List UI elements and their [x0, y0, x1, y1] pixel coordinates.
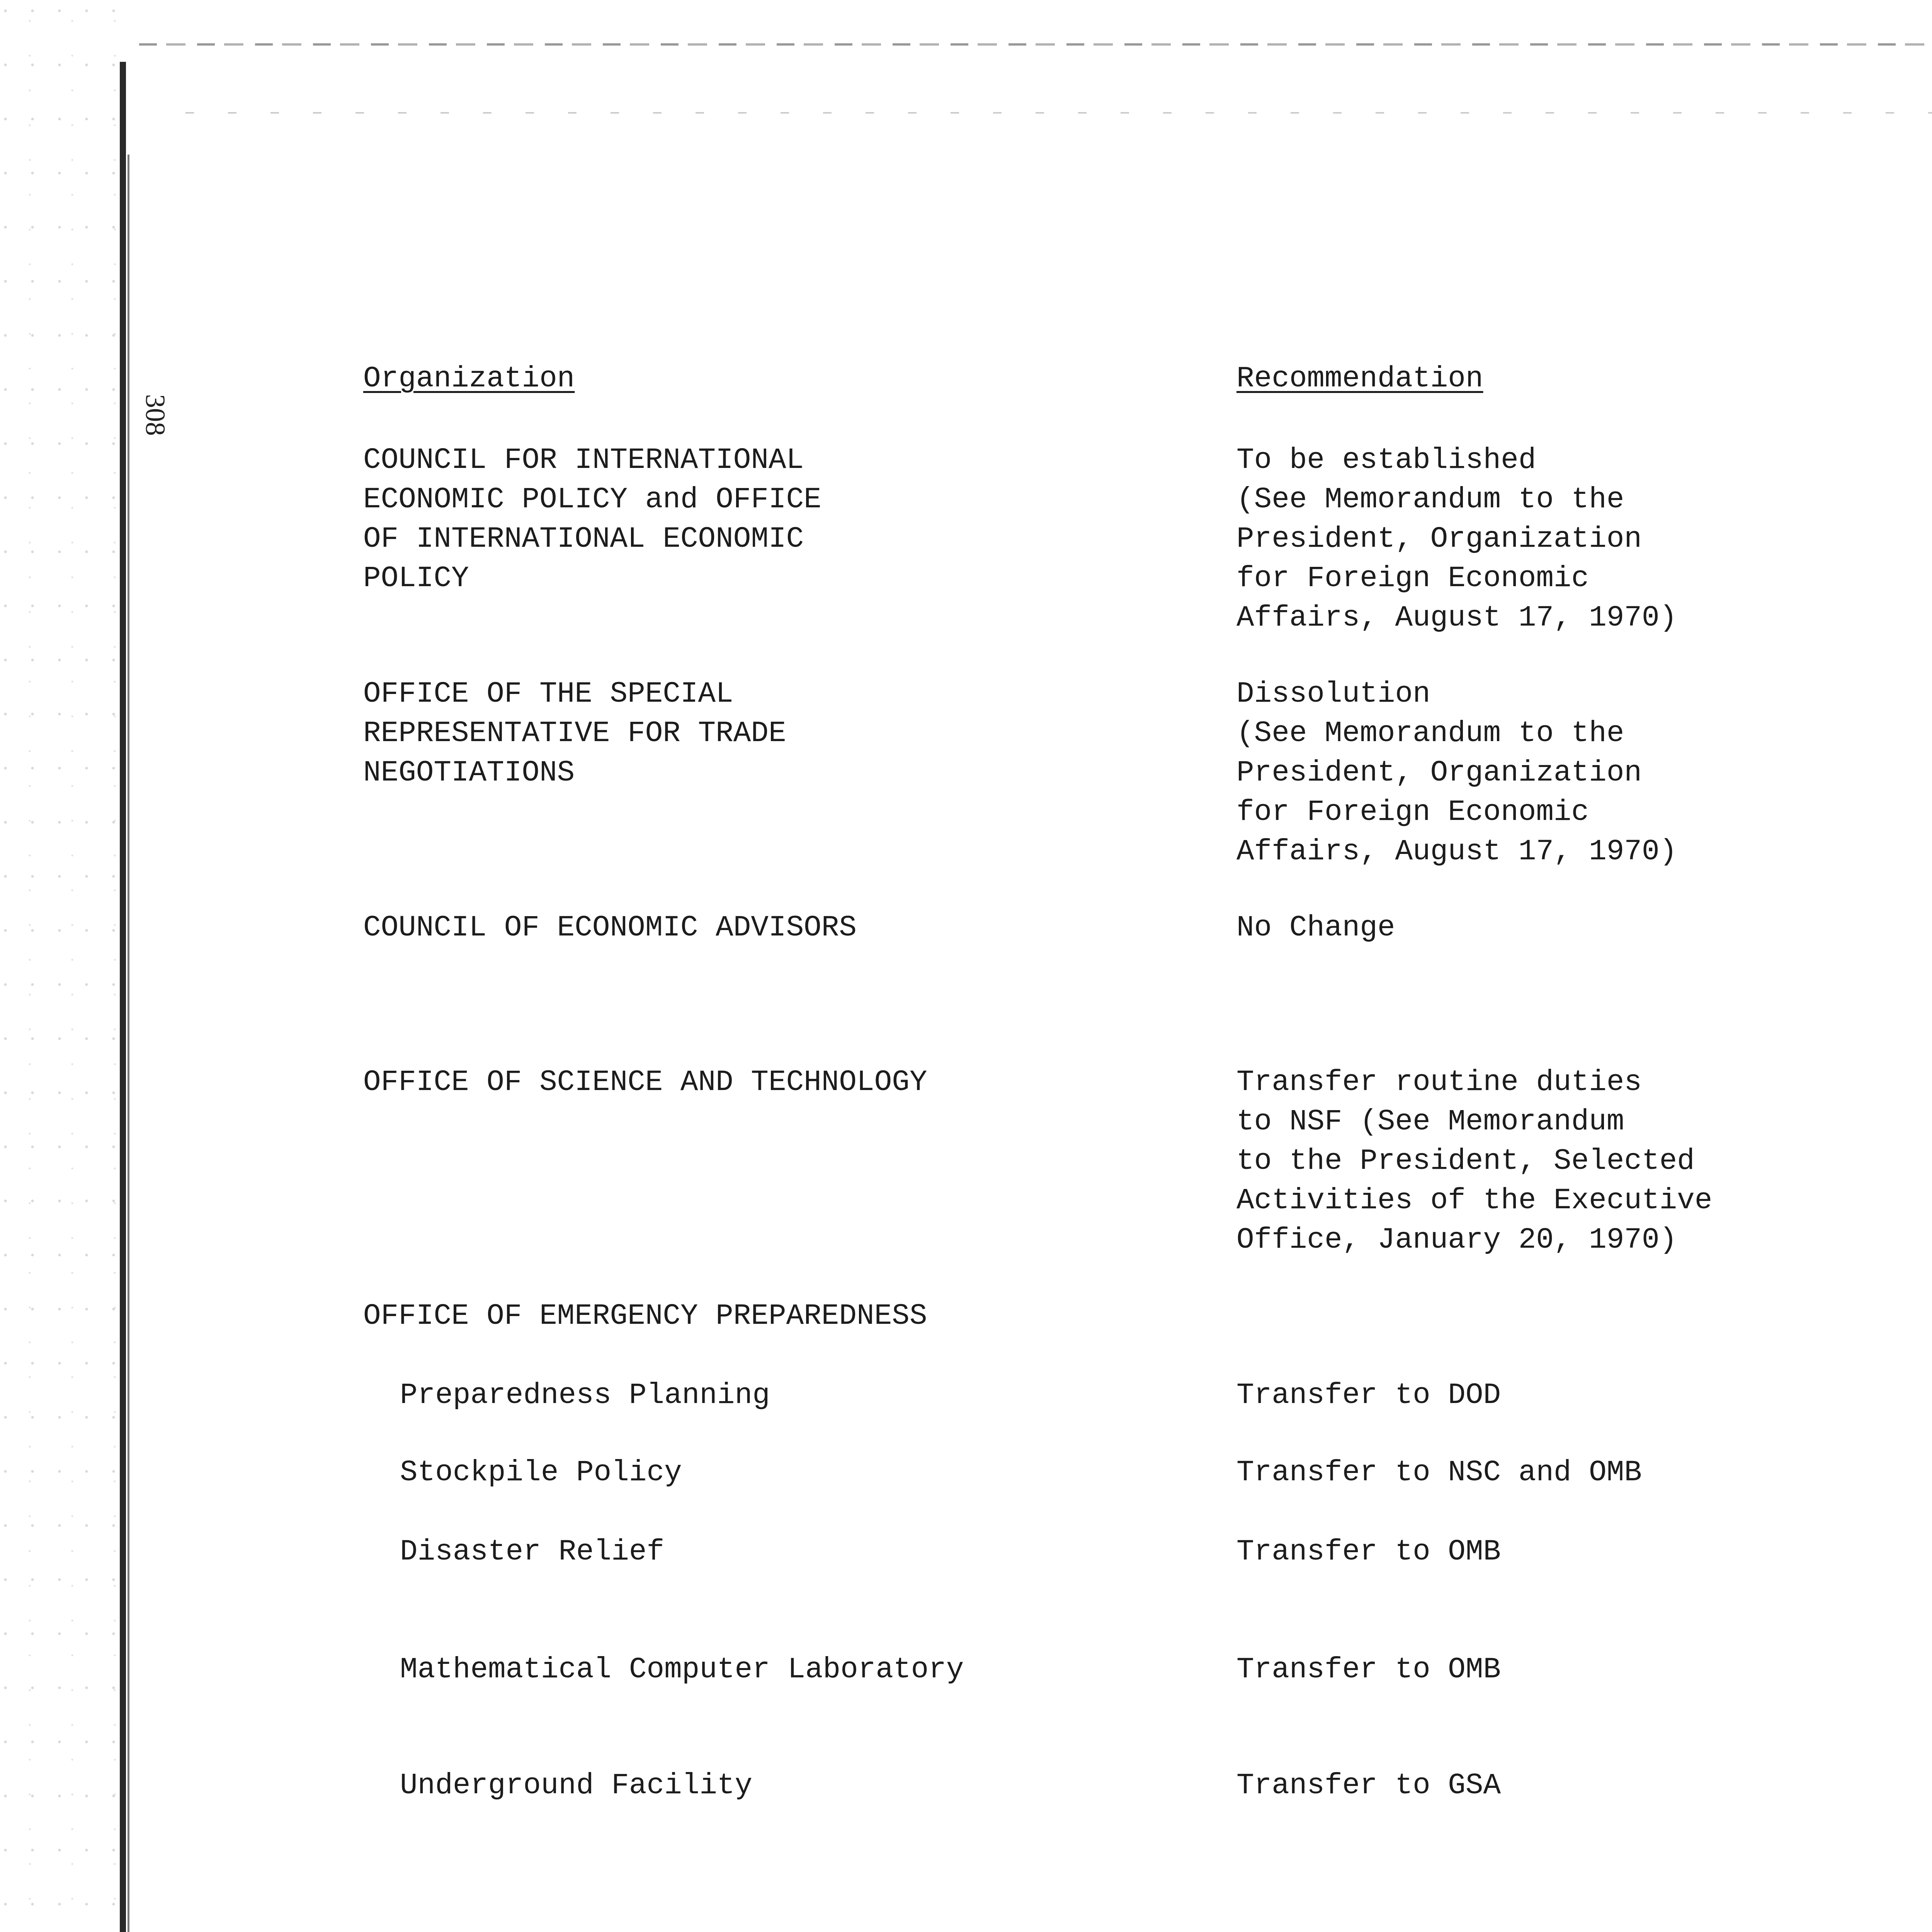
- recommendation-cell: Transfer to OMB: [1236, 1535, 1501, 1568]
- organization-subcell: Disaster Relief: [400, 1535, 665, 1568]
- organization-subcell: Preparedness Planning: [400, 1379, 770, 1412]
- header-recommendation: Recommendation: [1236, 362, 1483, 395]
- recommendation-cell: No Change: [1236, 911, 1395, 944]
- scan-top-edge: [139, 43, 1932, 46]
- organization-cell: OFFICE OF THE SPECIAL REPRESENTATIVE FOR TRADE NEGOTIATIONS: [363, 677, 786, 789]
- recommendation-cell: To be established (See Memorandum to the President, Organization for Foreign Economic Affairs, August 17, 1970): [1236, 444, 1677, 634]
- recommendation-cell: Transfer to GSA: [1236, 1769, 1501, 1802]
- scan-left-edge-shadow: [128, 155, 129, 1932]
- organization-subcell: Mathematical Computer Laboratory: [400, 1653, 964, 1686]
- page-number: 308: [140, 394, 171, 436]
- recommendation-cell: Transfer to NSC and OMB: [1236, 1456, 1642, 1489]
- organization-subcell: Stockpile Policy: [400, 1456, 682, 1489]
- organization-cell: COUNCIL OF ECONOMIC ADVISORS: [363, 911, 857, 944]
- scan-speckle: [0, 0, 116, 1932]
- section-heading: OFFICE OF EMERGENCY PREPAREDNESS: [363, 1299, 927, 1333]
- organization-cell: COUNCIL FOR INTERNATIONAL ECONOMIC POLICY and OFFICE OF INTERNATIONAL ECONOMIC POLICY: [363, 444, 821, 595]
- recommendation-cell: Transfer to OMB: [1236, 1653, 1501, 1686]
- recommendation-cell: Dissolution (See Memorandum to the President, Organization for Foreign Economic Affairs, August 17, 1970): [1236, 677, 1677, 868]
- recommendation-cell: Transfer routine duties to NSF (See Memorandum to the President, Selected Activities of the Executive Office, January 20, 1970): [1236, 1066, 1713, 1257]
- organization-cell: OFFICE OF SCIENCE AND TECHNOLOGY: [363, 1066, 927, 1099]
- scan-top-noise: [185, 112, 1932, 114]
- scan-left-edge: [120, 62, 126, 1932]
- header-organization: Organization: [363, 362, 575, 395]
- organization-subcell: Underground Facility: [400, 1769, 753, 1802]
- recommendation-cell: Transfer to DOD: [1236, 1379, 1501, 1412]
